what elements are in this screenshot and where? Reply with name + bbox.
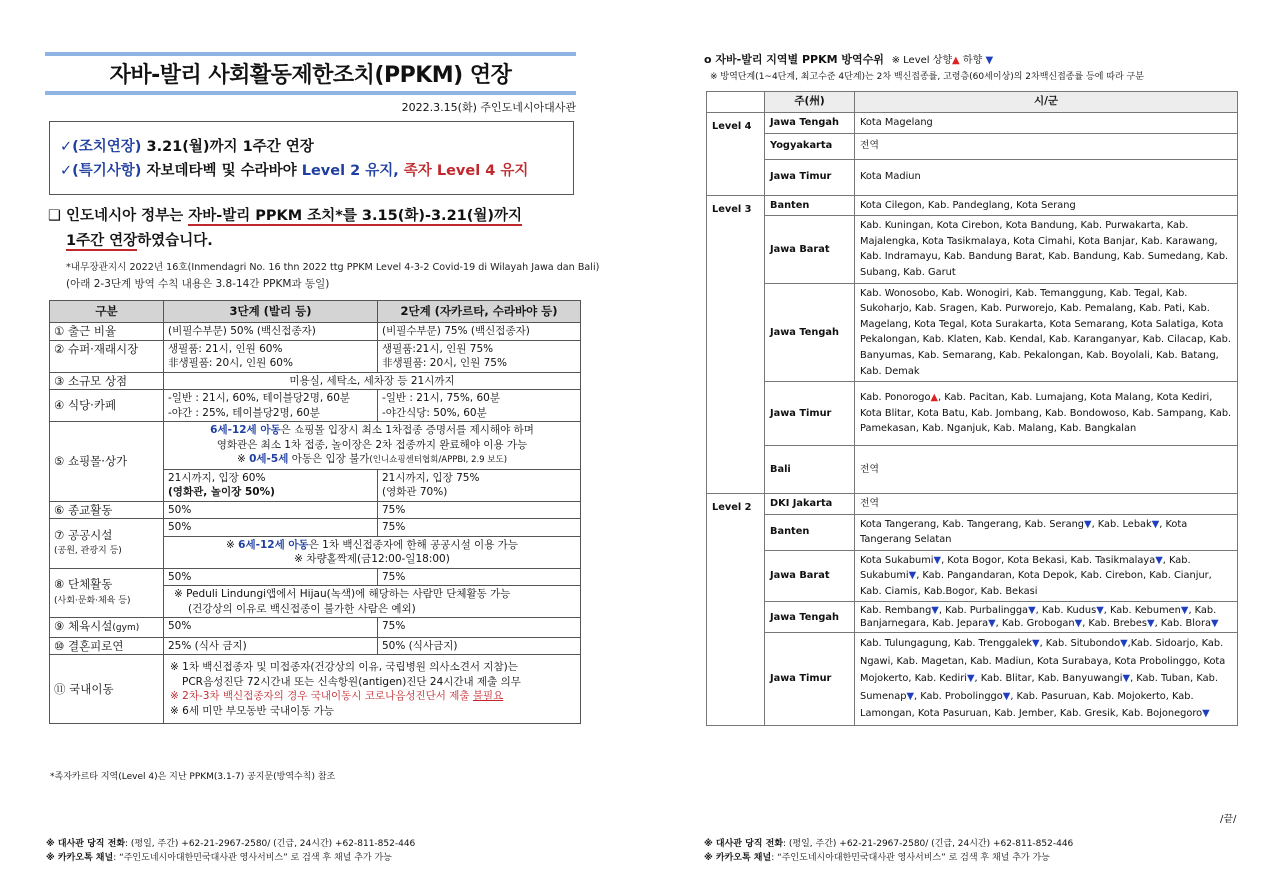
level-up-icon: ▲ [952,55,960,66]
region-title: o 자바-발리 지역별 PPKM 방역수위 ※ Level 상향▲ 하향 ▼ [704,53,994,66]
table-row: Level 3 Banten Kota Cilegon, Kab. Pandeglang, Kota Serang [707,195,1238,216]
level-down-icon: ▼ [1028,605,1036,617]
table-row: Level 4 Jawa Tengah Kota Magelang [707,113,1238,134]
level-down-icon: ▼ [1202,708,1210,720]
level-down-icon: ▼ [908,570,917,582]
level-down-icon: ▼ [1120,638,1128,650]
contact-info: ※ 대사관 당직 전화: (평일, 주간) +62-21-2967-2580/ (긴급, 24시간) +62-811-852-446 ※ 카카오톡 채널: “주인도네시아대한민국대사관 영사서비스” 로 검색 후 채널 추가 가능 [704,839,1074,863]
legal-note: *내무장관지시 2022년 16호(Inmendagri No. 16 thn 2022 ttg PPKM Level 4-3-2 Covid-19 di Wilayah Jawa dan Bali) (아래 2-3단계 방역 수칙 내용은 3.8-14간 PPKM과 동일) [66,262,600,290]
table-row: Yogyakarta 전역 [707,133,1238,159]
level-down-icon: ▼ [933,554,942,566]
table-row: Level 2 DKI Jakarta 전역 [707,493,1238,514]
level-down-icon: ▼ [1122,673,1131,685]
level-down-icon: ▼ [1155,554,1163,566]
level-down-icon: ▼ [966,673,975,685]
level-down-icon: ▼ [1147,618,1155,630]
issue-date: 2022.3.15(화) 주인도네시아대사관 [401,101,576,114]
level-down-icon: ▼ [931,605,939,617]
table-row: ② 슈퍼·재래시장 생필품: 21시, 인원 60% 非생필품: 20시, 인원 60% 생필품:21시, 인원 75% 非생필품: 20시, 인원 75% [50,340,581,372]
table-row: ⑪ 국내이동 ※ 1차 백신접종자 및 미접종자(건강상의 이유, 국립병원 의사소견서 지참)는 PCR음성진단 72시간내 또는 신속항원(antigen)진단 24시간내 제출 의무 ※ 2차-3차 백신접종자의 경우 국내이동시 코로나음성진단서 제출 불필요 ※ 6세 미만 부모동반 국내이동 가능 [50,655,581,724]
region-subtitle: ※ 방역단계(1~4단계, 최고수준 4단계)는 2차 백신접종률, 고령층(60세이상)의 2차백신접종률 등에 따라 구분 [710,72,1144,82]
table-row: Jawa Timur Kab. Tulungagung, Kab. Trenggalek▼, Kab. Situbondo▼,Kab. Sidoarjo, Kab. Ngawi, Kab. Magetan, Kab. Madiun, Kota Surabaya, Kota Probolinggo, Kota Mojokerto, Kab. Kediri▼, Kab. Blitar, Kab. Banyuwangi▼, Kab. Tuban, Kab. Sumenap▼, Kab. Probolinggo▼, Kab. Pasuruan, Kab. Mojokerto, Kab. Lamongan, Kota Pasuruan, Kab. Jember, Kab. Gresik, Kab. Bojonegoro▼ [707,633,1238,725]
table-row: Jawa Tengah Kab. Rembang▼, Kab. Purbalingga▼, Kab. Kudus▼, Kab. Kebumen▼, Kab. Banjarnegara, Kab. Jepara▼, Kab. Grobogan▼, Kab. Brebes▼, Kab. Blora▼ [707,602,1238,633]
level-down-icon: ▼ [1084,518,1092,530]
title-bottom-rule [45,91,576,95]
page-title: 자바-발리 사회활동제한조치(PPKM) 연장 [109,63,512,88]
table-row: ④ 식당·카페 -일반 : 21시, 60%, 테이블당2명, 60분 -야간 : 25%, 테이블당2명, 60분 -일반 : 21시, 75%, 60분 -야간식당: 50%, 60분 [50,390,581,422]
table-row: ※ Peduli Lindungi앱에서 Hijau(녹색)에 해당하는 사람만 단체활동 가능 (건강상의 이유로 백신접종이 불가한 사람은 예외) [50,586,581,618]
level-down-icon: ▼ [985,55,994,66]
level-down-icon: ▼ [988,618,996,630]
level-down-icon: ▼ [1032,638,1040,650]
level-down-icon: ▼ [1210,618,1219,630]
region-table [706,91,1238,726]
table-row: Jawa Timur Kab. Ponorogo▲, Kab. Pacitan, Kab. Lumajang, Kota Malang, Kota Kediri, Kota Blitar, Kota Batu, Kab. Jombang, Kab. Bondowoso, Kab. Sampang, Kab. Pamekasan, Kab. Nganjuk, Kab. Malang, Kab. Bangkalan [707,382,1238,446]
table-row: Jawa Barat Kota Sukabumi▼, Kota Bogor, Kota Bekasi, Kab. Tasikmalaya▼, Kab. Sukabumi▼, Kab. Pangandaran, Kota Depok, Kab. Cirebon, Kab. Cianjur, Kab. Ciamis, Kab.Bogor, Kab. Bekasi [707,550,1238,602]
table-row: ⑧ 단체활동 (사회·문화·체육 등) 50% 75% [50,568,581,586]
table-row: ⑨ 체육시설(gym) 50% 75% [50,618,581,638]
main-announcement: ❑ 인도네시아 정부는 자바-발리 PPKM 조치*를 3.15(화)-3.21(월)까지 1주간 연장하였습니다. [48,208,523,249]
table-row: ⑩ 결혼피로연 25% (식사 금지) 50% (식사금지) [50,637,581,655]
level-down-icon: ▼ [1074,618,1083,630]
table-row: ① 출근 비율 (비필수부문) 50% (백신접종자) (비필수부문) 75% (백신접종자) [50,323,581,341]
end-mark: /끝/ [1220,814,1237,825]
level-down-icon: ▼ [1151,518,1160,530]
table-row: Jawa Barat Kab. Kuningan, Kota Cirebon, Kota Bandung, Kab. Purwakarta, Kab. Majalengka, Kota Tasikmalaya, Kota Cimahi, Kota Banjar, Kab. Karawang, Kab. Indramayu, Kab. Bandung Barat, Kab. Bandung, Kab. Sumedang, Kab. Subang, Kab. Garut [707,216,1238,283]
table-row: ⑥ 종교활동 50% 75% [50,501,581,519]
level-up-icon: ▲ [930,392,939,404]
level-down-icon: ▼ [1096,605,1104,617]
table-row: ※ 6세-12세 아동은 1차 백신접종자에 한해 공공시설 이용 가능 ※ 차량홀짝제(금12:00-일18:00) [50,536,581,568]
contact-info: ※ 대사관 당직 전화: (평일, 주간) +62-21-2967-2580/ (긴급, 24시간) +62-811-852-446 ※ 카카오톡 채널: “주인도네시아대한민국대사관 영사서비스” 로 검색 후 채널 추가 가능 [46,839,416,863]
table-header: 주(州) 시/군 [707,92,1238,113]
summary-line-1: ✓(조치연장) 3.21(월)까지 1주간 연장 [60,139,314,155]
level-down-icon: ▼ [906,690,914,702]
summary-line-2: ✓(특기사항) 자보데타벡 및 수라바야 Level 2 유지, 족자 Level 4 유지 [60,163,529,179]
footnote: *족자카르타 지역(Level 4)은 지난 PPKM(3.1-7) 공지문(방역수칙) 참조 [50,772,336,782]
table-row: Jawa Timur Kota Madiun [707,159,1238,195]
table-row: ⑤ 쇼핑몰·상가 6세-12세 아동은 쇼핑몰 입장시 최소 1차접종 증명서를 제시해야 하며 영화관은 최소 1차 접종, 놀이장은 2차 접종까지 완료해야 이용 가능 ※ 0세-5세 아동은 입장 불가(인니쇼핑센터협회/APPBI, 2.9 보도) [50,422,581,470]
table-row: Bali 전역 [707,445,1238,493]
table-header: 구분 3단계 (발리 등) 2단계 (자카르타, 수라바야 등) [50,301,581,323]
level-down-icon: ▼ [1002,690,1011,702]
summary-box [49,121,574,195]
table-row: 21시까지, 입장 60% (영화관, 놀이장 50%) 21시까지, 입장 75% (영화관 70%) [50,469,581,501]
table-row: ⑦ 공공시설 (공원, 관광지 등) 50% 75% [50,519,581,537]
level-down-icon: ▼ [1180,605,1189,617]
table-row: ③ 소규모 상점 미용실, 세탁소, 세차장 등 21시까지 [50,372,581,390]
table-row: Jawa Tengah Kab. Wonosobo, Kab. Wonogiri, Kab. Temanggung, Kab. Tegal, Kab. Sukoharjo, Kab. Sragen, Kab. Purworejo, Kab. Pemalang, Kab. Pati, Kab. Magelang, Kota Tegal, Kota Surakarta, Kota Semarang, Kota Salatiga, Kota Pekalongan, Kab. Klaten, Kab. Kendal, Kab. Karanganyar, Kab. Cilacap, Kab. Banyumas, Kab. Semarang, Kab. Pekalongan, Kab. Boyolali, Kab. Batang, Kab. Demak [707,283,1238,382]
table-row: Banten Kota Tangerang, Kab. Tangerang, Kab. Serang▼, Kab. Lebak▼, Kota Tangerang Selatan [707,514,1238,550]
right-page [640,0,1280,892]
title-top-rule [45,52,576,56]
measures-table [49,300,581,724]
